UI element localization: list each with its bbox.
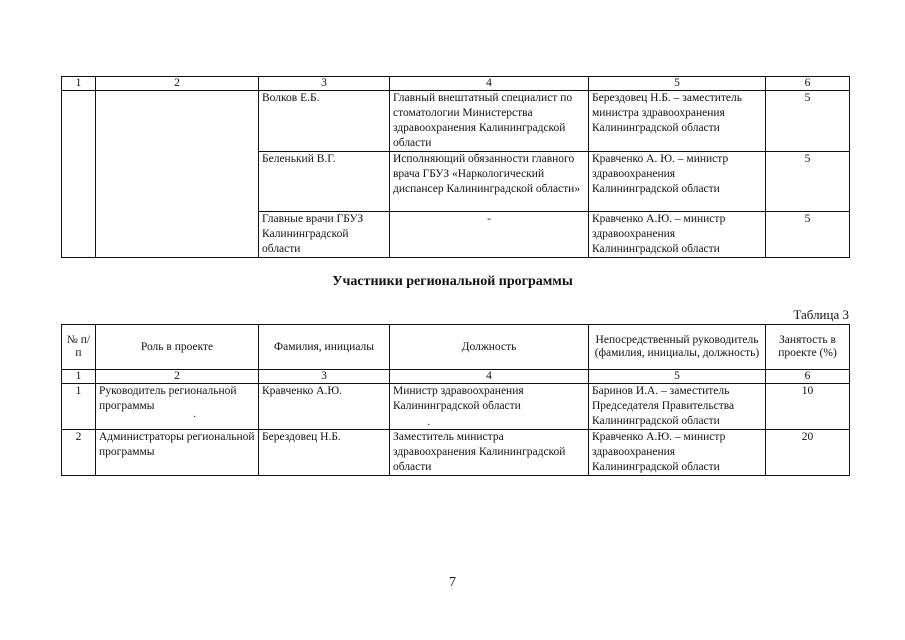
position-cell: Заместитель министра здравоохранения Калининградской области (390, 430, 589, 476)
table-row (62, 430, 850, 476)
column-number-row (62, 370, 850, 384)
manager-cell: Кравченко А.Ю. – министр здравоохранения Калининградской области (589, 430, 766, 476)
load-cell: 5 (766, 91, 850, 152)
load-cell: 5 (766, 152, 850, 212)
name-cell: Волков Е.Б. (259, 91, 390, 152)
manager-cell: Кравченко А.Ю. – министр здравоохранения Калининградской области (589, 212, 766, 258)
header-cell-position: Должность (390, 325, 589, 370)
header-cell-load: Занятость в проекте (%) (766, 325, 850, 370)
table-row (62, 384, 850, 430)
column-number: 5 (589, 77, 766, 91)
role-cell: Администраторы региональной программы (96, 430, 259, 476)
load-cell: 20 (766, 430, 850, 476)
column-number: 3 (259, 370, 390, 384)
position-cell: Главный внештатный специалист по стоматологии Министерства здравоохранения Калининградской области (390, 91, 589, 152)
header-cell-name: Фамилия, инициалы (259, 325, 390, 370)
name-cell: Берездовец Н.Б. (259, 430, 390, 476)
name-cell: Беленький В.Г. (259, 152, 390, 212)
column-number: 4 (390, 77, 589, 91)
table-caption: Таблица 3 (793, 307, 849, 322)
header-cell-role: Роль в проекте (96, 325, 259, 370)
column-number: 1 (62, 370, 96, 384)
role-cell: Руководитель региональной программы (96, 384, 259, 430)
empty-cell (62, 91, 96, 258)
manager-cell: Кравченко А. Ю. – министр здравоохранения Калининградской области (589, 152, 766, 212)
scan-speck: · (427, 420, 431, 431)
number-cell: 1 (62, 384, 96, 430)
participants-table (61, 324, 850, 476)
name-cell: Кравченко А.Ю. (259, 384, 390, 430)
column-number: 2 (96, 370, 259, 384)
position-cell: Исполняющий обязанности главного врача ГБУЗ «Наркологический диспансер Калининградской области» (390, 152, 589, 212)
participants-table-continued (61, 76, 850, 258)
header-row (62, 325, 850, 370)
column-number-row (62, 77, 850, 91)
column-number: 1 (62, 77, 96, 91)
column-number: 6 (766, 370, 850, 384)
manager-cell: Баринов И.А. – заместитель Председателя Правительства Калининградской области (589, 384, 766, 430)
header-cell-number: № п/п (62, 325, 96, 370)
table-row (62, 91, 850, 152)
number-cell: 2 (62, 430, 96, 476)
column-number: 4 (390, 370, 589, 384)
column-number: 6 (766, 77, 850, 91)
section-title: Участники региональной программы (332, 274, 573, 289)
position-cell: - (390, 212, 589, 258)
column-number: 2 (96, 77, 259, 91)
header-cell-manager: Непосредственный руководитель (фамилия, инициалы, должность) (589, 325, 766, 370)
scan-speck: · (193, 412, 197, 423)
position-cell: Министр здравоохранения Калининградской области (390, 384, 589, 430)
empty-cell (96, 91, 259, 258)
load-cell: 5 (766, 212, 850, 258)
manager-cell: Берездовец Н.Б. – заместитель министра здравоохранения Калининградской области (589, 91, 766, 152)
name-cell: Главные врачи ГБУЗ Калининградской области (259, 212, 390, 258)
column-number: 5 (589, 370, 766, 384)
page-number: 7 (449, 575, 456, 590)
column-number: 3 (259, 77, 390, 91)
load-cell: 10 (766, 384, 850, 430)
